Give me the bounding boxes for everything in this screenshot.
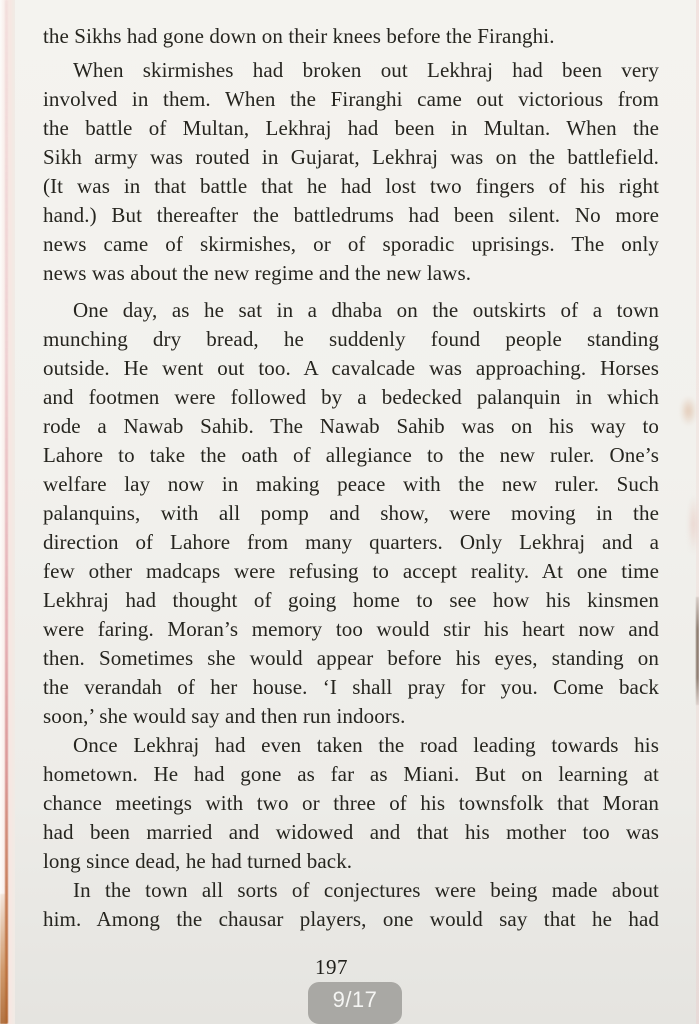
text-line: the battle of Multan, Lekhraj had been in Multan. When the bbox=[43, 116, 659, 140]
text-line: rode a Nawab Sahib. The Nawab Sahib was on his way to bbox=[43, 414, 659, 438]
text-line: news came of skirmishes, or of sporadic uprisings. The only bbox=[43, 232, 659, 256]
text-line: the Sikhs had gone down on their knees before the Firanghi. bbox=[43, 24, 555, 48]
text-line: involved in them. When the Firanghi came out victorious from bbox=[43, 87, 659, 111]
paragraph bbox=[43, 876, 659, 934]
book-page-number: 197 bbox=[315, 955, 348, 979]
text-line: were faring. Moran’s memory too would stir his heart now and bbox=[43, 617, 659, 641]
book-edge-crease-line bbox=[5, 0, 8, 1024]
text-line: long since dead, he had turned back. bbox=[43, 849, 353, 873]
text-line: hometown. He had gone as far as Miani. But on learning at bbox=[43, 762, 659, 786]
text-line: One day, as he sat in a dhaba on the outskirts of a town bbox=[73, 298, 659, 322]
text-line: then. Sometimes she would appear before his eyes, standing on bbox=[43, 646, 659, 670]
scan-smudge bbox=[680, 396, 697, 426]
text-line: chance meetings with two or three of his townsfolk that Moran bbox=[43, 791, 659, 815]
page-indicator-label: 9/17 bbox=[332, 987, 378, 1012]
text-line: had been married and widowed and that his mother too was bbox=[43, 820, 659, 844]
text-line: and footmen were followed by a bedecked palanquin in which bbox=[43, 385, 659, 409]
text-line: him. Among the chausar players, one would say that he had bbox=[43, 907, 659, 931]
text-line: few other madcaps were refusing to accept reality. At one time bbox=[43, 559, 659, 583]
text-line: munching dry bread, he suddenly found people standing bbox=[43, 327, 659, 351]
text-line: Lekhraj had thought of going home to see how his kinsmen bbox=[43, 588, 659, 612]
paragraph bbox=[43, 22, 659, 51]
text-line: Sikh army was routed in Gujarat, Lekhraj was on the battlefield. bbox=[43, 145, 659, 169]
text-line: hand.) But thereafter the battledrums had been silent. No more bbox=[43, 203, 659, 227]
text-line: (It was in that battle that he had lost two fingers of his right bbox=[43, 174, 659, 198]
text-line: the verandah of her house. ‘I shall pray for you. Come back bbox=[43, 675, 659, 699]
text-line: news was about the new regime and the new laws. bbox=[43, 261, 472, 285]
text-line: Lahore to take the oath of allegiance to the new ruler. One’s bbox=[43, 443, 659, 467]
page-text bbox=[43, 22, 659, 934]
paragraph bbox=[43, 296, 659, 731]
text-line: direction of Lahore from many quarters. Only Lekhraj and a bbox=[43, 530, 659, 554]
text-line: soon,’ she would say and then run indoors. bbox=[43, 704, 406, 728]
text-line: When skirmishes had broken out Lekhraj had been very bbox=[73, 58, 659, 82]
page-indicator-badge bbox=[308, 982, 402, 1024]
text-line: In the town all sorts of conjectures were being made about bbox=[73, 878, 659, 902]
text-line: Once Lekhraj had even taken the road leading towards his bbox=[73, 733, 659, 757]
paragraph bbox=[43, 731, 659, 876]
text-line: outside. He went out too. A cavalcade was approaching. Horses bbox=[43, 356, 659, 380]
paragraph bbox=[43, 56, 659, 288]
text-line: palanquins, with all pomp and show, were moving in the bbox=[43, 501, 659, 525]
text-line: welfare lay now in making peace with the new ruler. Such bbox=[43, 472, 659, 496]
